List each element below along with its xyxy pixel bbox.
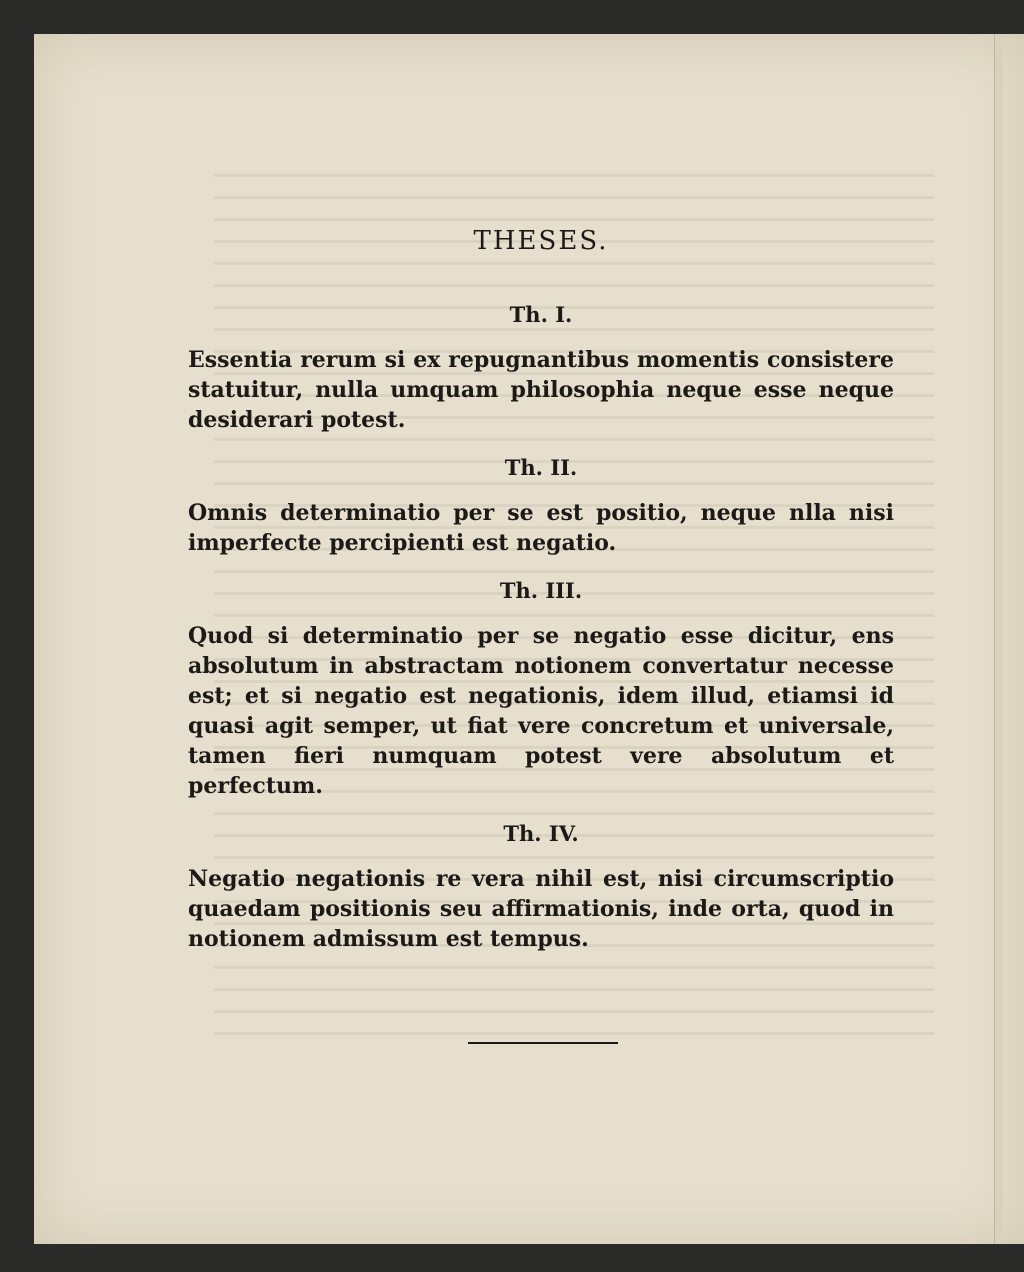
thesis-3 (188, 578, 894, 801)
thesis-text: Quod si determinatio per se negatio esse dicitur, ens absolutum in abstractam notionem convertatur necesse est; et si negatio est negationis, idem illud, etiamsi id quasi agit semper, ut fiat vere concretum et universale, tamen fieri numquam potest vere absolutum et perfectum. (188, 623, 894, 799)
closing-rule (468, 1042, 618, 1044)
page-edge (994, 34, 1003, 1244)
thesis-text: Omnis determinatio per se est positio, neque nlla nisi imperfecte percipienti est negatio. (188, 500, 894, 556)
thesis-text: Negatio negationis re vera nihil est, nisi circumscriptio quaedam positionis seu affirmationis, inde orta, quod in notionem admissum est tempus. (188, 866, 894, 952)
thesis-heading: Th. I. (509, 302, 573, 327)
theses-section (188, 226, 894, 974)
thesis-heading: Th. II. (504, 455, 578, 480)
thesis-heading: Th. IV. (503, 821, 579, 846)
page-title: THESES. (473, 226, 609, 256)
thesis-heading: Th. III. (499, 578, 583, 603)
thesis-4 (188, 821, 894, 954)
thesis-text: Essentia rerum si ex repugnantibus momentis consistere statuitur, nulla umquam philosophia neque esse neque desiderari potest. (188, 347, 894, 433)
thesis-1 (188, 302, 894, 435)
thesis-2 (188, 455, 894, 558)
